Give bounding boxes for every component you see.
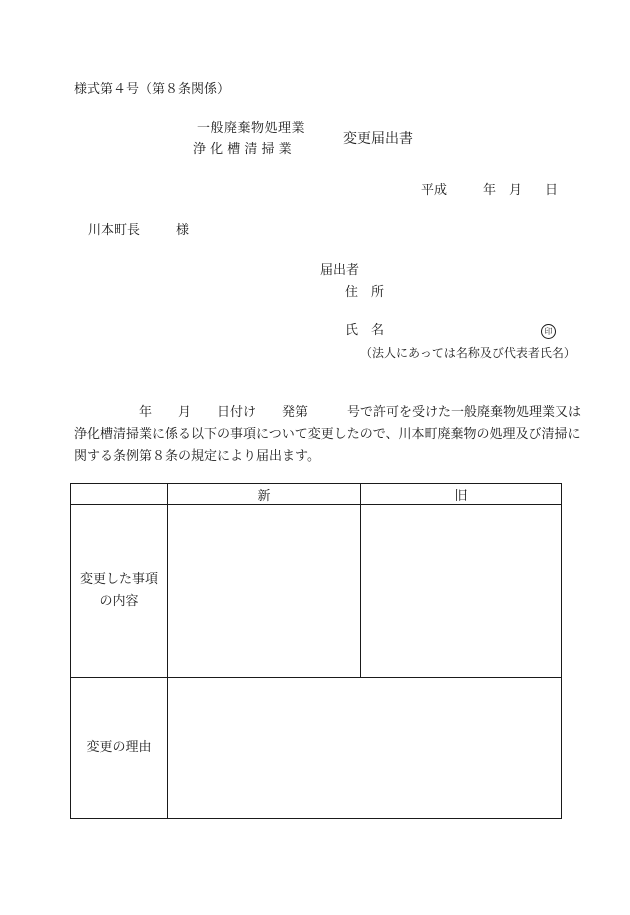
form-number: 様式第４号（第８条関係）	[74, 82, 231, 97]
header-new: 新	[168, 484, 361, 505]
new-content-cell[interactable]	[168, 505, 361, 678]
body-line-1: 年 月 日付け 発第 号で許可を受けた一般廃棄物処理業又は	[74, 405, 582, 420]
title-line-2: 浄 化 槽 清 掃 業	[193, 142, 292, 157]
table-header-row	[71, 484, 562, 505]
old-content-cell[interactable]	[361, 505, 562, 678]
header-old: 旧	[361, 484, 562, 505]
body-line-3: 関する条例第８条の規定により届出ます。	[74, 449, 320, 464]
date-month: 月	[509, 183, 523, 198]
notifier-name-label: 氏 名	[345, 323, 385, 338]
table-row-changed-items	[71, 505, 562, 678]
body-line-2: 浄化槽清掃業に係る以下の事項について変更したので、川本町廃棄物の処理及び清掃に	[74, 427, 581, 442]
row-label-changed-items	[71, 505, 168, 678]
table-row-reason	[71, 677, 562, 818]
row-label-changed-items-line-2: の内容	[99, 593, 139, 609]
addressee-name: 川本町長	[88, 223, 141, 238]
seal-mark-icon: 印	[541, 324, 556, 339]
notifier-label: 届出者	[320, 263, 360, 278]
date-era: 平成	[421, 183, 448, 198]
reason-content-cell[interactable]	[168, 677, 562, 818]
date-year: 年	[483, 183, 497, 198]
change-details-table	[70, 483, 562, 819]
row-label-reason: 変更の理由	[71, 677, 168, 818]
date-day: 日	[545, 183, 559, 198]
addressee-honorific: 様	[176, 223, 190, 238]
title-suffix: 変更届出書	[343, 131, 413, 147]
title-line-1: 一般廃棄物処理業	[197, 121, 306, 136]
row-label-changed-items-line-1: 変更した事項	[79, 571, 158, 587]
notifier-note: （法人にあっては名称及び代表者氏名）	[360, 346, 576, 360]
notifier-address-label: 住 所	[345, 285, 385, 300]
header-blank-cell	[71, 484, 168, 505]
